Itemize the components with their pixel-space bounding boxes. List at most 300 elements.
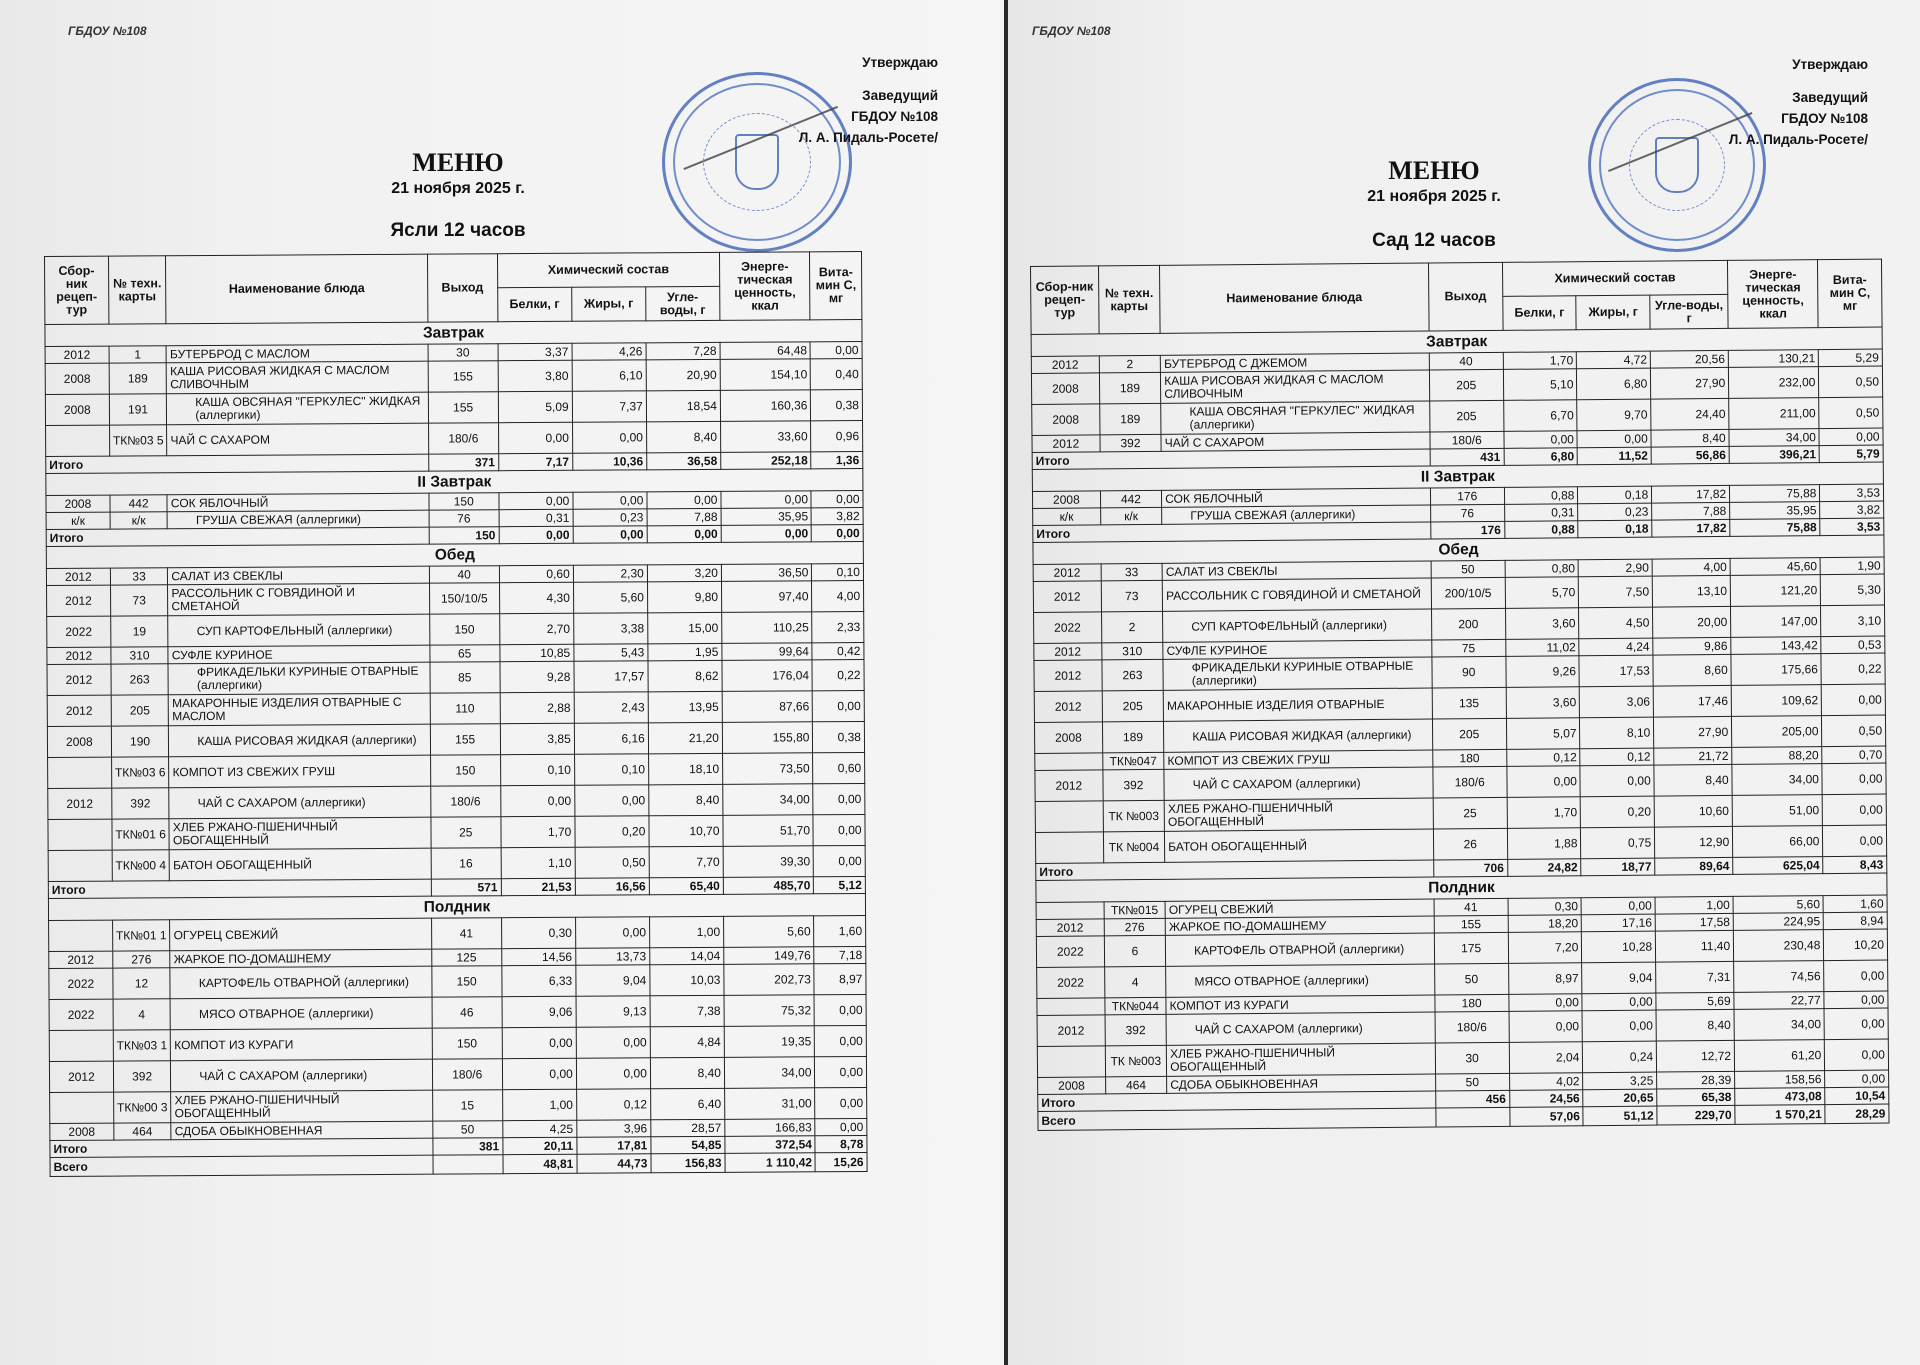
cell-energy: 35,95 [1730, 502, 1820, 520]
cell-yield: 180/6 [428, 423, 498, 454]
total-value: 8,78 [815, 1135, 867, 1152]
cell-carbs: 8,60 [1653, 654, 1731, 686]
grand-total-value: 51,12 [1583, 1106, 1657, 1126]
cell-protein: 14,56 [501, 948, 575, 965]
cell-vitamin: 0,00 [1824, 960, 1888, 992]
cell-carbs: 1,00 [649, 916, 723, 947]
cell-tech-card: 19 [110, 616, 168, 647]
cell-carbs: 7,88 [647, 508, 721, 525]
cell-dish-name: МЯСО ОТВАРНОЕ (аллергики) [1166, 964, 1435, 997]
cell-carbs: 28,57 [651, 1119, 725, 1136]
approve-signer: Л. А. Пидаль-Росете/ [1728, 132, 1868, 147]
approve-role: Заведущий [1792, 90, 1868, 105]
cell-carbs: 4,00 [1652, 558, 1730, 576]
cell-dish-name: КАША РИСОВАЯ ЖИДКАЯ С МАСЛОМ СЛИВОЧНЫМ [1161, 370, 1430, 403]
total-value: 0,00 [812, 525, 864, 542]
cell-yield: 30 [428, 344, 498, 361]
cell-sbornik: 2008 [45, 394, 109, 425]
col-vitamin: Вита-мин С, мг [1818, 259, 1882, 328]
cell-tech-card: 190 [111, 726, 169, 757]
cell-dish-name: ОГУРЕЦ СВЕЖИЙ [1165, 899, 1434, 918]
cell-fat: 0,18 [1578, 486, 1652, 504]
cell-yield: 205 [1432, 718, 1506, 750]
cell-dish-name: ФРИКАДЕЛЬКИ КУРИНЫЕ ОТВАРНЫЕ (аллергики) [1163, 657, 1432, 690]
cell-protein: 0,31 [1504, 504, 1578, 522]
cell-carbs: 8,40 [1656, 1009, 1734, 1041]
total-value: 21,53 [501, 878, 575, 895]
cell-protein: 10,85 [500, 644, 574, 661]
cell-fat: 17,53 [1579, 655, 1653, 687]
cell-protein: 0,30 [501, 917, 575, 948]
cell-protein: 4,02 [1509, 1073, 1583, 1091]
cell-carbs: 8,40 [649, 784, 723, 815]
total-value: 396,21 [1729, 446, 1819, 464]
cell-vitamin: 2,33 [812, 611, 864, 642]
table-row [47, 611, 864, 647]
cell-fat: 0,00 [575, 917, 649, 948]
cell-carbs: 7,28 [646, 342, 720, 359]
cell-yield: 65 [430, 645, 500, 662]
cell-fat: 6,80 [1577, 368, 1651, 400]
total-value: 56,86 [1651, 446, 1729, 464]
cell-vitamin: 10,20 [1824, 929, 1888, 961]
cell-vitamin: 0,60 [813, 752, 865, 783]
cell-protein: 0,00 [498, 422, 572, 453]
cell-energy: 110,25 [722, 612, 813, 644]
cell-yield: 176 [1430, 487, 1504, 505]
cell-sbornik: 2012 [48, 788, 112, 819]
total-value: 20,11 [503, 1137, 577, 1154]
col-energy: Энерге-тическая ценность, ккал [719, 252, 810, 321]
grand-total-value: 48,81 [503, 1154, 577, 1173]
cell-energy: 147,00 [1731, 606, 1821, 638]
cell-dish-name: БАТОН ОБОГАЩЕННЫЙ [170, 848, 432, 881]
cell-dish-name: ФРИКАДЕЛЬКИ КУРИНЫЕ ОТВАРНЫЕ (аллергики) [168, 662, 430, 695]
col-sbornik: Сбор-ник рецеп-тур [45, 256, 109, 324]
cell-energy: 149,76 [724, 947, 815, 965]
cell-energy: 51,70 [723, 815, 814, 847]
cell-tech-card: 191 [109, 394, 167, 425]
col-yield: Выход [427, 254, 497, 322]
cell-fat: 4,26 [572, 343, 646, 360]
total-label: Итого [1038, 1091, 1436, 1111]
cell-vitamin: 0,40 [811, 359, 863, 390]
cell-protein: 2,70 [499, 613, 573, 644]
menu-table [44, 251, 868, 1177]
cell-sbornik: 2012 [47, 695, 111, 726]
cell-carbs: 1,00 [1655, 896, 1733, 914]
cell-yield: 30 [1435, 1042, 1509, 1074]
cell-protein: 1,70 [501, 816, 575, 847]
grand-total-yield [1436, 1107, 1510, 1127]
cell-carbs: 13,10 [1652, 575, 1730, 607]
cell-fat: 3,38 [573, 613, 647, 644]
cell-yield: 175 [1434, 932, 1508, 964]
cell-carbs: 10,60 [1654, 795, 1732, 827]
cell-tech-card: 392 [1105, 1014, 1167, 1046]
cell-sbornik: 2012 [1034, 643, 1102, 661]
cell-vitamin: 0,00 [1819, 428, 1883, 446]
cell-carbs: 9,86 [1653, 637, 1731, 655]
cell-yield: 25 [431, 817, 501, 848]
cell-energy: 75,88 [1730, 485, 1820, 503]
cell-carbs: 8,40 [1651, 429, 1729, 447]
cell-fat: 7,37 [572, 391, 646, 422]
cell-carbs: 28,39 [1657, 1071, 1735, 1089]
cell-protein: 0,00 [1509, 1011, 1583, 1043]
cell-energy: 66,00 [1733, 826, 1823, 858]
cell-tech-card: 189 [1099, 372, 1161, 404]
cell-fat: 0,00 [575, 785, 649, 816]
cell-tech-card: ТК№015 [1104, 901, 1166, 919]
cell-energy: 19,35 [724, 1026, 815, 1058]
cell-carbs: 1,95 [648, 643, 722, 660]
cell-tech-card: 189 [1102, 721, 1164, 753]
grand-total-label: Всего [1038, 1108, 1436, 1130]
cell-tech-card: 263 [1102, 659, 1164, 691]
cell-sbornik: 2012 [1033, 564, 1101, 582]
approval-block [1648, 54, 1868, 150]
cell-carbs: 21,20 [648, 722, 722, 753]
cell-energy: 34,00 [1732, 764, 1822, 796]
cell-yield: 16 [431, 848, 501, 879]
cell-yield: 90 [1432, 656, 1506, 688]
cell-dish-name: ЧАЙ С САХАРОМ (аллергики) [171, 1059, 433, 1092]
cell-fat: 13,73 [576, 948, 650, 965]
cell-sbornik: 2012 [1033, 581, 1101, 613]
cell-dish-name: КОМПОТ ИЗ СВЕЖИХ ГРУШ [169, 755, 431, 788]
cell-vitamin: 0,50 [1819, 366, 1883, 398]
cell-sbornik: 2012 [45, 346, 109, 363]
cell-energy: 0,00 [721, 491, 812, 509]
table-row [47, 581, 864, 617]
cell-yield: 180/6 [1435, 1011, 1509, 1043]
cell-energy: 75,32 [724, 995, 815, 1027]
cell-fat: 0,23 [1578, 503, 1652, 521]
approve-label: Утверждаю [862, 55, 938, 70]
cell-fat: 5,60 [573, 582, 647, 613]
col-protein: Белки, г [1502, 296, 1576, 331]
cell-vitamin: 0,00 [814, 845, 866, 876]
cell-yield: 85 [430, 662, 500, 693]
cell-tech-card: 189 [109, 363, 167, 394]
total-label: Итого [1036, 860, 1434, 880]
total-value: 16,56 [575, 878, 649, 895]
section-title: Обед [1033, 535, 1884, 564]
cell-tech-card: 205 [1102, 690, 1164, 722]
cell-carbs: 6,40 [650, 1088, 724, 1119]
cell-protein: 3,37 [498, 343, 572, 360]
header-row [45, 252, 862, 291]
cell-protein: 0,10 [500, 754, 574, 785]
cell-protein: 7,20 [1508, 932, 1582, 964]
cell-sbornik: 2008 [45, 363, 109, 394]
cell-protein: 3,60 [1506, 687, 1580, 719]
total-value: 625,04 [1733, 857, 1823, 875]
total-value: 6,80 [1504, 448, 1578, 466]
cell-yield: 205 [1429, 400, 1503, 432]
cell-sbornik [48, 757, 112, 788]
cell-carbs: 20,90 [646, 359, 720, 390]
cell-energy: 64,48 [720, 342, 811, 360]
menu-date: 21 ноября 2025 г. [1367, 188, 1501, 205]
cell-vitamin: 0,00 [811, 342, 863, 359]
cell-vitamin: 0,00 [815, 1087, 867, 1118]
section-title: Полдник [48, 893, 865, 920]
grand-total-value: 1 570,21 [1735, 1105, 1825, 1125]
cell-carbs: 12,72 [1657, 1040, 1735, 1072]
approval-block [720, 52, 938, 148]
total-value: 24,82 [1507, 859, 1581, 877]
total-value: 11,52 [1578, 447, 1652, 465]
table-row [45, 359, 862, 395]
cell-dish-name: БУТЕРБРОД С МАСЛОМ [166, 344, 427, 363]
table-row [45, 390, 862, 426]
cell-sbornik [48, 850, 112, 881]
cell-energy: 121,20 [1730, 575, 1820, 607]
col-energy: Энерге-тическая ценность, ккал [1728, 260, 1819, 329]
header-row [1031, 259, 1882, 300]
cell-fat: 0,00 [1582, 1010, 1656, 1042]
cell-energy: 88,20 [1732, 747, 1822, 765]
cell-yield: 50 [1435, 1073, 1509, 1091]
cell-protein: 6,33 [502, 965, 576, 996]
col-tech-card: № техн. карты [108, 256, 166, 324]
cell-tech-card: 392 [112, 788, 170, 819]
cell-carbs: 7,88 [1652, 502, 1730, 520]
cell-fat: 0,00 [572, 422, 646, 453]
cell-sbornik: к/к [1033, 508, 1101, 526]
total-value: 5,79 [1819, 445, 1883, 463]
cell-protein: 0,00 [1504, 431, 1578, 449]
cell-tech-card: ТК№047 [1102, 752, 1164, 770]
cell-carbs: 7,38 [650, 995, 724, 1026]
table-row [48, 845, 865, 881]
cell-energy: 61,20 [1734, 1040, 1824, 1072]
grand-total-value: 156,83 [651, 1153, 725, 1172]
cell-sbornik: 2012 [1035, 770, 1103, 802]
cell-yield: 110 [430, 693, 500, 724]
cell-carbs: 11,40 [1656, 930, 1734, 962]
cell-tech-card: ТК№03 6 [111, 757, 169, 788]
table-row [47, 721, 864, 757]
cell-fat: 7,50 [1579, 576, 1653, 608]
cell-yield: 41 [1434, 898, 1508, 916]
table-row [49, 1056, 866, 1092]
cell-vitamin: 0,00 [813, 783, 865, 814]
col-fat: Жиры, г [1576, 295, 1650, 330]
cell-dish-name: ЖАРКОЕ ПО-ДОМАШНЕМУ [1165, 916, 1434, 935]
cell-sbornik: 2012 [1034, 660, 1102, 692]
cell-dish-name: МАКАРОННЫЕ ИЗДЕЛИЯ ОТВАРНЫЕ [1163, 688, 1432, 721]
cell-tech-card: 276 [113, 951, 171, 968]
cell-tech-card: 6 [1104, 935, 1166, 967]
cell-dish-name: СОК ЯБЛОЧНЫЙ [167, 493, 428, 512]
cell-fat: 0,50 [575, 847, 649, 878]
total-yield: 176 [1431, 521, 1505, 539]
cell-fat: 4,24 [1579, 638, 1653, 656]
cell-sbornik [1036, 902, 1104, 920]
section-title: Завтрак [45, 320, 862, 347]
col-dish-name: Наименование блюда [1160, 263, 1429, 333]
cell-energy: 31,00 [725, 1088, 816, 1120]
cell-yield: 180/6 [1430, 431, 1504, 449]
cell-energy: 5,60 [1733, 896, 1823, 914]
cell-vitamin: 0,50 [1819, 397, 1883, 429]
section-title: Обед [46, 542, 863, 569]
cell-vitamin: 0,00 [813, 814, 865, 845]
cell-fat: 3,06 [1580, 686, 1654, 718]
cell-tech-card: 392 [1100, 434, 1162, 452]
cell-protein: 0,00 [1508, 994, 1582, 1012]
cell-yield: 46 [432, 997, 502, 1028]
cell-energy: 45,60 [1730, 558, 1820, 576]
cell-carbs: 8,40 [1654, 764, 1732, 796]
cell-energy: 230,48 [1733, 930, 1823, 962]
cell-energy: 33,60 [720, 421, 811, 453]
cell-protein: 4,30 [499, 582, 573, 613]
total-yield: 456 [1435, 1090, 1509, 1108]
cell-yield: 155 [428, 361, 498, 392]
table-row [48, 814, 865, 850]
cell-dish-name: ЧАЙ С САХАРОМ (аллергики) [1166, 1012, 1435, 1045]
table-row [47, 690, 864, 726]
cell-vitamin: 0,22 [1821, 653, 1885, 685]
cell-sbornik: 2022 [1036, 936, 1104, 968]
cell-protein: 5,70 [1505, 577, 1579, 609]
total-value: 10,54 [1825, 1087, 1889, 1105]
cell-fat: 4,50 [1579, 607, 1653, 639]
cell-sbornik [49, 920, 113, 951]
cell-tech-card: ТК№00 3 [113, 1092, 171, 1123]
cell-tech-card: 73 [110, 585, 168, 616]
cell-carbs: 8,62 [648, 660, 722, 691]
table-row [48, 752, 865, 788]
cell-vitamin: 0,00 [1823, 825, 1887, 857]
cell-fat: 0,12 [1580, 748, 1654, 766]
cell-carbs: 18,54 [646, 390, 720, 421]
cell-dish-name: РАССОЛЬНИК С ГОВЯДИНОЙ И СМЕТАНОЙ [168, 583, 430, 616]
cell-carbs: 9,80 [647, 581, 721, 612]
cell-energy: 34,00 [1729, 429, 1819, 447]
cell-dish-name: ЧАЙ С САХАРОМ [1161, 432, 1430, 451]
cell-tech-card: ТК№03 5 [109, 425, 167, 456]
cell-fat: 17,16 [1582, 914, 1656, 932]
total-value: 36,58 [647, 452, 721, 469]
cell-yield: 41 [431, 918, 501, 949]
total-value: 65,38 [1657, 1088, 1735, 1106]
cell-fat: 0,00 [1577, 430, 1651, 448]
cell-carbs: 17,82 [1652, 485, 1730, 503]
grand-total-row [50, 1152, 867, 1176]
cell-protein: 3,80 [498, 360, 572, 391]
cell-dish-name: СОК ЯБЛОЧНЫЙ [1162, 488, 1431, 507]
cell-energy: 35,95 [721, 508, 812, 526]
cell-dish-name: ОГУРЕЦ СВЕЖИЙ [170, 918, 432, 951]
cell-fat: 0,24 [1583, 1041, 1657, 1073]
col-protein: Белки, г [497, 287, 571, 321]
cell-energy: 176,04 [722, 660, 813, 692]
total-value: 1,36 [811, 452, 863, 469]
cell-vitamin: 3,82 [812, 508, 864, 525]
cell-vitamin: 0,50 [1822, 715, 1886, 747]
table-row [48, 783, 865, 819]
cell-tech-card: 310 [111, 647, 169, 664]
cell-carbs: 17,46 [1653, 685, 1731, 717]
cell-tech-card: 12 [113, 968, 171, 999]
total-value: 473,08 [1735, 1088, 1825, 1106]
cell-yield: 25 [1433, 797, 1507, 829]
cell-sbornik: 2008 [1032, 491, 1100, 509]
menu-group: Ясли 12 часов [390, 220, 526, 241]
cell-tech-card: к/к [110, 512, 168, 529]
cell-sbornik: 2012 [1036, 919, 1104, 937]
cell-tech-card: 33 [110, 568, 168, 585]
cell-carbs: 3,20 [647, 564, 721, 581]
cell-tech-card: 189 [1099, 403, 1161, 435]
cell-fat: 9,70 [1577, 399, 1651, 431]
total-value: 65,40 [649, 877, 723, 894]
menu-group: Сад 12 часов [1372, 230, 1496, 251]
col-vitamin: Вита-мин С, мг [810, 252, 862, 320]
cell-fat: 2,90 [1578, 559, 1652, 577]
cell-protein: 0,00 [499, 492, 573, 509]
cell-energy: 143,42 [1731, 637, 1821, 655]
cell-yield: 150 [429, 614, 499, 645]
cell-carbs: 17,58 [1655, 913, 1733, 931]
cell-yield: 180/6 [1433, 766, 1507, 798]
cell-sbornik: 2008 [47, 726, 111, 757]
cell-protein: 9,26 [1506, 656, 1580, 688]
total-value: 7,17 [498, 453, 572, 470]
cell-protein: 1,88 [1507, 828, 1581, 860]
total-value: 0,00 [647, 525, 721, 542]
cell-fat: 4,72 [1577, 351, 1651, 369]
cell-dish-name: ХЛЕБ РЖАНО-ПШЕНИЧНЫЙ ОБОГАЩЕННЫЙ [1164, 798, 1433, 831]
cell-vitamin: 0,42 [812, 642, 864, 659]
col-fat: Жиры, г [571, 287, 645, 321]
page-title: МЕНЮ [412, 148, 504, 177]
total-value: 0,88 [1504, 521, 1578, 539]
cell-vitamin: 1,60 [1823, 895, 1887, 913]
cell-dish-name: КАША ОВСЯНАЯ "ГЕРКУЛЕС" ЖИДКАЯ (аллергики) [167, 392, 429, 425]
cell-yield: 50 [1434, 963, 1508, 995]
grand-total-value: 15,26 [815, 1152, 867, 1171]
cell-tech-card: ТК №004 [1103, 831, 1165, 863]
cell-carbs: 21,72 [1654, 747, 1732, 765]
cell-sbornik: 2012 [47, 585, 111, 616]
cell-tech-card: 4 [113, 999, 171, 1030]
cell-fat: 0,00 [1581, 897, 1655, 915]
cell-energy: 34,00 [724, 1057, 815, 1089]
cell-energy: 166,83 [725, 1119, 816, 1137]
cell-tech-card: 464 [1105, 1076, 1167, 1094]
col-sbornik: Сбор-ник рецеп-тур [1031, 266, 1099, 335]
cell-tech-card: ТК№00 4 [112, 850, 170, 881]
approve-signer: Л. А. Пидаль-Росете/ [798, 130, 938, 145]
cell-yield: 26 [1433, 828, 1507, 860]
cell-dish-name: СДОБА ОБЫКНОВЕННАЯ [171, 1121, 432, 1140]
cell-vitamin: 0,96 [811, 421, 863, 452]
cell-sbornik [1035, 753, 1103, 771]
menu-table [1030, 259, 1890, 1131]
cell-vitamin: 0,70 [1822, 746, 1886, 764]
cell-fat: 0,20 [1581, 796, 1655, 828]
total-value: 3,53 [1820, 518, 1884, 536]
cell-carbs: 18,10 [648, 753, 722, 784]
cell-energy: 155,80 [722, 722, 813, 754]
cell-dish-name: КАРТОФЕЛЬ ОТВАРНОЙ (аллергики) [170, 966, 432, 999]
